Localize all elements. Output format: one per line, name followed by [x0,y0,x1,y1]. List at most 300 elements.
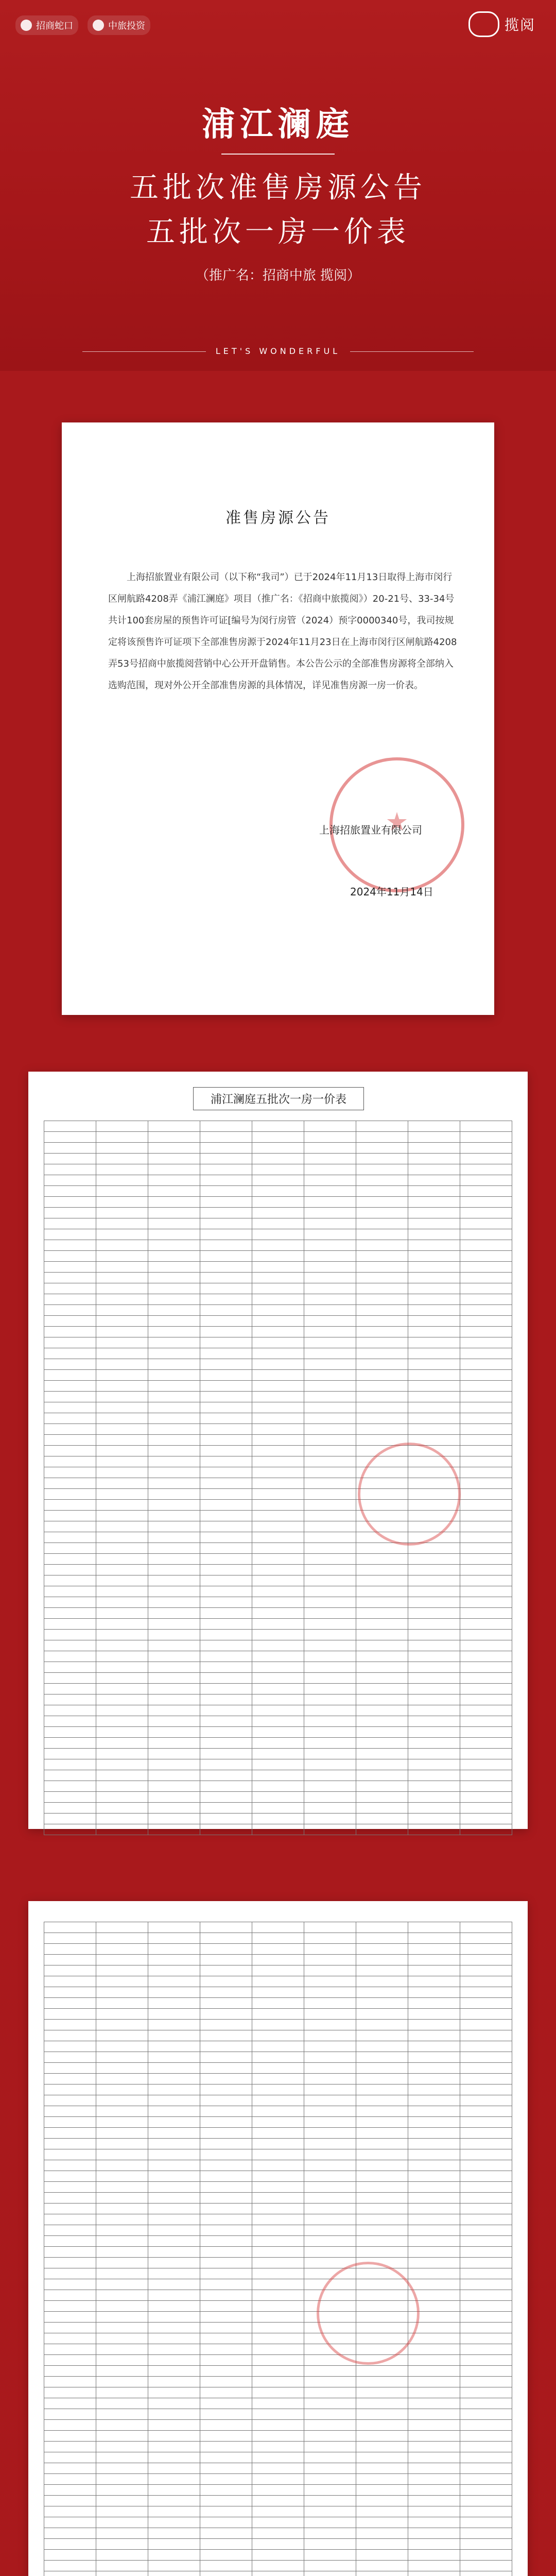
table-cell [252,2387,304,2398]
table-row [44,2193,512,2204]
table-cell [408,2333,460,2344]
table-cell [252,1727,304,1738]
table-cell [96,1608,148,1619]
table-cell [200,1944,252,1955]
table-cell [148,2431,200,2442]
table-cell [148,1575,200,1586]
table-cell [408,2398,460,2409]
table-cell [408,2452,460,2463]
table-cell [460,1262,512,1273]
table-cell [200,1716,252,1727]
table-cell [96,1586,148,1597]
table-cell [96,1359,148,1370]
table-cell [304,2409,356,2420]
table-cell [44,2106,96,2117]
table-row [44,2561,512,2571]
table-cell [148,1738,200,1749]
table-cell [200,1933,252,1944]
table-cell [200,2258,252,2268]
table-cell [408,1673,460,1684]
table-cell [460,2539,512,2550]
table-cell [356,1738,408,1749]
table-cell [408,2204,460,2214]
table-cell [460,1543,512,1554]
table-cell [460,1651,512,1662]
table-cell [304,2431,356,2442]
table-cell [252,1759,304,1770]
table-cell [460,2323,512,2333]
table-cell [252,2182,304,2193]
table-cell [44,2366,96,2377]
table-cell [304,1955,356,1965]
table-cell [148,1554,200,1565]
table-row [44,1175,512,1186]
table-cell [408,1781,460,1792]
table-cell [200,1413,252,1424]
table-cell [356,2128,408,2139]
table-cell [460,1218,512,1229]
table-cell [408,1824,460,1835]
table-cell [356,2571,408,2576]
table-cell [252,1164,304,1175]
table-cell [148,1154,200,1164]
table-cell [304,2182,356,2193]
table-cell [304,1770,356,1781]
table-row [44,2182,512,2193]
table-cell [252,2247,304,2258]
table-cell [96,2301,148,2312]
table-cell [44,1814,96,1824]
table-cell [96,2041,148,2052]
table-cell [44,2182,96,2193]
table-cell [408,1197,460,1208]
table-cell [304,1814,356,1824]
table-cell [252,1955,304,1965]
table-cell [408,1132,460,1143]
table-cell [408,2561,460,2571]
table-cell [44,2452,96,2463]
table-cell [200,2387,252,2398]
table-cell [148,2387,200,2398]
table-cell [408,1792,460,1803]
table-cell [148,1716,200,1727]
table-cell [356,1240,408,1251]
table-cell [356,1273,408,1283]
table-cell [252,1197,304,1208]
table-cell [200,1208,252,1218]
table-cell [304,2485,356,2496]
table-cell [96,2171,148,2182]
table-cell [200,1814,252,1824]
table-cell [200,2420,252,2431]
table-cell [408,2420,460,2431]
table-cell [96,2431,148,2442]
table-cell [252,2344,304,2355]
partner-logos [15,15,150,35]
table-cell [200,1749,252,1759]
table-cell [304,2063,356,2074]
table-cell [96,2323,148,2333]
table-row [44,1662,512,1673]
table-cell [96,1792,148,1803]
table-cell [200,1500,252,1511]
table-cell [200,2041,252,2052]
table-cell [356,1619,408,1630]
table-row [44,1143,512,1154]
table-cell [304,2474,356,2485]
table-cell [96,1240,148,1251]
table-cell [200,2117,252,2128]
table-cell [408,1240,460,1251]
table-cell [44,1933,96,1944]
table-cell [356,1327,408,1337]
table-cell [44,2387,96,2398]
table-cell [252,1944,304,1955]
table-row [44,1218,512,1229]
table-cell [356,1283,408,1294]
table-cell [460,1933,512,1944]
table-row [44,2009,512,2020]
table-cell [408,1370,460,1381]
table-cell [252,1705,304,1716]
table-cell [356,2387,408,2398]
table-cell [148,2452,200,2463]
table-row [44,1381,512,1392]
table-row [44,1294,512,1305]
table-cell [96,2344,148,2355]
table-cell [252,1673,304,1684]
table-cell [148,1359,200,1370]
table-cell [44,1803,96,1814]
table-cell [252,1392,304,1402]
table-cell [44,1565,96,1575]
table-cell [200,1381,252,1392]
table-cell [96,1143,148,1154]
table-cell [200,2452,252,2463]
table-cell [460,1500,512,1511]
table-cell [200,1803,252,1814]
table-cell [356,2225,408,2236]
table-cell [460,2333,512,2344]
table-cell [304,1359,356,1370]
table-cell [460,1164,512,1175]
table-cell [96,1824,148,1835]
table-cell [96,1987,148,1998]
table-cell [96,1348,148,1359]
table-cell [252,1608,304,1619]
table-cell [356,1575,408,1586]
table-cell [460,2268,512,2279]
table-cell [460,1240,512,1251]
table-cell [408,2528,460,2539]
table-cell [44,1792,96,1803]
table-cell [460,1575,512,1586]
logo-text-merchants: 招商蛇口 [36,21,73,31]
table-cell [356,1998,408,2009]
table-cell [356,2052,408,2063]
table-cell [96,2474,148,2485]
table-cell [148,2117,200,2128]
title-divider [221,154,335,155]
table-cell [148,2084,200,2095]
table-cell [252,2160,304,2171]
table-cell [460,2095,512,2106]
table-cell [304,2193,356,2204]
table-cell [356,1803,408,1814]
table-cell [200,1684,252,1694]
table-cell [148,2528,200,2539]
table-cell [408,2214,460,2225]
table-cell [252,1262,304,1273]
table-cell [96,1727,148,1738]
table-cell [44,1662,96,1673]
table-cell [44,1348,96,1359]
table-cell [96,1489,148,1500]
table-cell [148,1381,200,1392]
table-cell [460,1662,512,1673]
brand-infinity-icon [468,11,499,37]
table-cell [44,1164,96,1175]
table-cell [44,2377,96,2387]
table-cell [44,2344,96,2355]
table-cell [44,2171,96,2182]
table-cell [200,1294,252,1305]
table-cell [200,2009,252,2020]
table-cell [44,1543,96,1554]
tagline-right-line [350,351,474,352]
table-cell [408,1402,460,1413]
table-row [44,2420,512,2431]
table-cell [44,2268,96,2279]
table-cell [96,1262,148,1273]
table-cell [252,1662,304,1673]
table-cell [356,1316,408,1327]
table-cell [252,1337,304,1348]
table-cell [148,2463,200,2474]
table-row [44,1262,512,1273]
table-cell [44,1381,96,1392]
table-cell [96,1208,148,1218]
table-cell [460,1727,512,1738]
table-cell [148,1424,200,1435]
table-cell [304,2387,356,2398]
table-cell [200,2193,252,2204]
table-cell [460,2420,512,2431]
table-cell [44,2041,96,2052]
table-cell [304,2139,356,2149]
table-cell [304,2030,356,2041]
table-cell [356,2095,408,2106]
table-cell [148,1998,200,2009]
table-cell [252,1446,304,1456]
table-cell [252,1922,304,1933]
table-cell [200,2517,252,2528]
table-cell [148,2312,200,2323]
table-row [44,2095,512,2106]
table-cell [44,2074,96,2084]
table-cell [408,1987,460,1998]
table-cell [252,1554,304,1565]
table-cell [460,2160,512,2171]
table-cell [356,1640,408,1651]
table-cell [304,1446,356,1456]
brand-name: 揽阅 [504,16,535,33]
table-cell [148,1456,200,1467]
table-row [44,1716,512,1727]
table-cell [148,2128,200,2139]
table-cell [304,1694,356,1705]
table-cell [96,2258,148,2268]
table-cell [460,2387,512,2398]
table-cell [304,2009,356,2020]
table-row [44,1619,512,1630]
table-cell [252,2095,304,2106]
table-cell [460,1792,512,1803]
table-cell [96,1759,148,1770]
table-cell [460,1186,512,1197]
table-cell [304,2171,356,2182]
table-row [44,1976,512,1987]
table-cell [148,1511,200,1521]
table-cell [460,1197,512,1208]
table-cell [356,2074,408,2084]
table-row [44,1402,512,1413]
table-cell [44,2139,96,2149]
table-cell [460,1294,512,1305]
table-cell [96,2052,148,2063]
table-cell [96,1229,148,1240]
table-cell [408,2009,460,2020]
table-cell [356,1251,408,1262]
table-cell [356,1597,408,1608]
table-cell [200,2247,252,2258]
table-cell [460,2409,512,2420]
table-cell [200,2052,252,2063]
table-cell [356,2084,408,2095]
table-cell [44,1489,96,1500]
table-cell [96,1132,148,1143]
table-cell [304,1413,356,1424]
table-cell [96,1814,148,1824]
table-cell [304,1651,356,1662]
table-cell [96,1435,148,1446]
table-cell [408,2571,460,2576]
table-cell [44,1630,96,1640]
table-cell [408,2355,460,2366]
table-cell [200,2485,252,2496]
table-cell [304,2149,356,2160]
table-cell [252,2214,304,2225]
table-cell [356,1684,408,1694]
table-cell [96,2539,148,2550]
table-cell [96,2485,148,2496]
header-banner [0,0,556,371]
table-cell [148,2398,200,2409]
table-cell [304,2561,356,2571]
table-cell [356,1305,408,1316]
table-cell [304,1262,356,1273]
table-cell [356,1824,408,1835]
table-cell [356,1175,408,1186]
table-cell [304,1424,356,1435]
table-cell [252,1694,304,1705]
table-cell [44,2506,96,2517]
table-row [44,1803,512,1814]
table-cell [460,2442,512,2452]
table-cell [304,1608,356,1619]
table-cell [460,2474,512,2485]
table-cell [200,2463,252,2474]
table-row [44,1154,512,1164]
logo-text-ctg: 中旅投资 [108,21,145,31]
table-cell [460,1922,512,1933]
table-cell [148,2355,200,2366]
table-cell [96,2117,148,2128]
table-cell [460,1803,512,1814]
table-cell [356,1218,408,1229]
table-cell [304,2204,356,2214]
table-cell [96,1922,148,1933]
table-cell [148,1619,200,1630]
table-cell [200,1554,252,1565]
table-cell [148,1327,200,1337]
table-cell [148,1164,200,1175]
table-cell [96,1694,148,1705]
table-cell [460,2312,512,2323]
logo-merchants [15,15,78,35]
table-cell [44,1370,96,1381]
table-cell [148,1749,200,1759]
table-row [44,2571,512,2576]
table-cell [148,1694,200,1705]
table-row [44,1435,512,1446]
table-cell [356,1229,408,1240]
table-row [44,1684,512,1694]
table-cell [460,1251,512,1262]
table-cell [304,1662,356,1673]
headline-line-2: 五批次一房一价表 [146,215,410,249]
table-cell [252,2539,304,2550]
table-cell [44,2193,96,2204]
table-cell [460,1229,512,1240]
table-cell [408,2366,460,2377]
table-cell [460,1759,512,1770]
table-cell [460,2344,512,2355]
table-cell [200,1575,252,1586]
table-cell [44,1294,96,1305]
table-cell [408,1283,460,1294]
table-cell [460,1511,512,1521]
table-cell [148,1944,200,1955]
table-cell [44,2225,96,2236]
table-row [44,1413,512,1424]
table-cell [96,1305,148,1316]
table-row [44,1608,512,1619]
table-cell [460,1824,512,1835]
table-cell [356,2139,408,2149]
table-cell [252,1175,304,1186]
table-cell [96,2063,148,2074]
table-cell [96,2030,148,2041]
table-cell [408,2496,460,2506]
table-cell [252,1500,304,1511]
table-cell [356,1262,408,1273]
table-cell [252,1402,304,1413]
table-cell [304,2095,356,2106]
table-cell [304,1348,356,1359]
table-cell [96,1543,148,1554]
table-cell [304,1565,356,1575]
